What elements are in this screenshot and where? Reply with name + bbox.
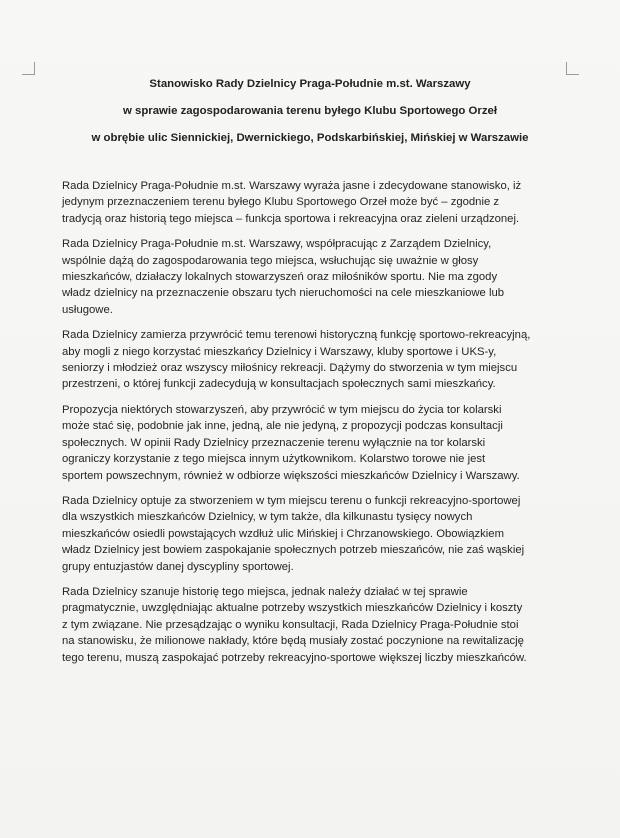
paragraph bbox=[62, 236, 582, 318]
paragraph-line: mieszkańców, działaczy lokalnych stowarzyszeń oraz miłośników sportu. Nie ma zgody bbox=[62, 271, 498, 284]
paragraph-line: tradycją oraz historią tego miejsca – funkcja sportowa i rekreacyjna oraz zieleni urządzonej. bbox=[62, 212, 520, 225]
paragraph-line: społecznych. W opinii Rady Dzielnicy przeznaczenie terenu wyłącznie na tor kolarski bbox=[62, 436, 486, 449]
paragraph bbox=[62, 402, 582, 484]
paragraph-line: przestrzeni, o której funkcji zadecydują w konsultacjach społecznych sami mieszkańcy. bbox=[62, 378, 496, 391]
paragraph-line: może stać się, podobnie jak inne, jedną, ale nie jedyną, z propozycji podczas konsultacji bbox=[62, 420, 503, 433]
paragraph-line: mieszkańców osiedli powstających wzdłuż ulic Mińskiej i Chrzanowskiego. Obowiązkiem bbox=[62, 527, 505, 540]
paragraph bbox=[62, 493, 582, 575]
paragraph-line: aby mogli z niego korzystać mieszkańcy Dzielnicy i Warszawy, kluby sportowe i UKS-y, bbox=[62, 345, 497, 358]
paragraph-line: dla wszystkich mieszkańców Dzielnicy, w tym także, dla kilkunastu tysięcy nowych bbox=[62, 511, 473, 524]
paragraph-line: pragmatycznie, uwzględniając aktualne potrzeby wszystkich mieszkańców Dzielnicy i koszty bbox=[62, 602, 523, 615]
document-title-line-2: w sprawie zagospodarowania terenu byłego Klubu Sportowego Orzeł bbox=[122, 105, 498, 117]
paragraph-line: Rada Dzielnicy optuje za stworzeniem w tym miejscu terenu o funkcji rekreacyjno-sportowej bbox=[62, 494, 521, 507]
paragraph-line: Rada Dzielnicy szanuje historię tego miejsca, jednak należy działać w tej sprawie bbox=[62, 585, 468, 598]
paragraph bbox=[62, 327, 582, 393]
paragraph-line: władz Dzielnicy jest bowiem zaspokajanie społecznych potrzeb mieszańców, nie zaś wąskiej bbox=[62, 544, 525, 557]
paragraph-line: ograniczy korzystanie z tego miejsca innym użytkownikom. Kolarstwo torowe nie jest bbox=[62, 453, 486, 466]
document-body bbox=[62, 178, 582, 675]
paragraph-line: usługowe. bbox=[62, 303, 113, 316]
paragraph bbox=[62, 584, 582, 666]
document-title-line-3: w obrębie ulic Siennickiej, Dwernickiego, Podskarbińskiej, Mińskiej w Warszawie bbox=[91, 132, 529, 144]
paragraph-line: Rada Dzielnicy zamierza przywrócić temu terenowi historyczną funkcję sportowo-rekreacyjną, bbox=[62, 329, 531, 342]
crop-mark-top-right bbox=[566, 62, 579, 75]
paragraph-line: tego terenu, muszą zaspokajać potrzeby rekreacyjno-sportowe większej liczby mieszkańców. bbox=[62, 651, 527, 664]
paragraph-line: na stanowisku, że milionowe nakłady, które będą musiały zostać poczynione na rewitalizację bbox=[62, 635, 524, 648]
paragraph-line: władz dzielnicy na przeznaczenie obszaru tych nieruchomości na cele mieszkaniowe lub bbox=[62, 287, 505, 300]
paragraph-line: grupy entuzjastów danej dyscypliny sportowej. bbox=[62, 560, 294, 573]
paragraph-line: Rada Dzielnicy Praga-Południe m.st. Warszawy wyraża jasne i zdecydowane stanowisko, iż bbox=[62, 180, 522, 192]
document-title-line-1: Stanowisko Rady Dzielnicy Praga-Południe m.st. Warszawy bbox=[149, 78, 471, 90]
paragraph-line: sportem powszechnym, również w odbiorze większości mieszkańców Dzielnicy i Warszawy. bbox=[62, 469, 520, 482]
paragraph-line: z tym związane. Nie przesądzając o wyniku konsultacji, Rada Dzielnicy Praga-Południe stoi bbox=[62, 618, 519, 631]
paragraph-line: Rada Dzielnicy Praga-Południe m.st. Warszawy, współpracując z Zarządem Dzielnicy, bbox=[62, 238, 492, 251]
paragraph-line: wspólnie dążą do zagospodarowania tego miejsca, wsłuchując się uważnie w głosy bbox=[62, 254, 479, 267]
paragraph-line: seniorzy i młodzież oraz wszyscy miłośnicy rekreacji. Dążymy do stworzenia w tym miejscu bbox=[62, 362, 518, 375]
paragraph-line: Propozycja niektórych stowarzyszeń, aby przywrócić w tym miejscu do życia tor kolarski bbox=[62, 403, 502, 416]
paragraph-line: jedynym przeznaczeniem terenu byłego Klubu Sportowego Orzeł może być – zgodnie z bbox=[62, 196, 500, 209]
crop-mark-top-left bbox=[22, 62, 35, 75]
paragraph bbox=[62, 178, 582, 227]
